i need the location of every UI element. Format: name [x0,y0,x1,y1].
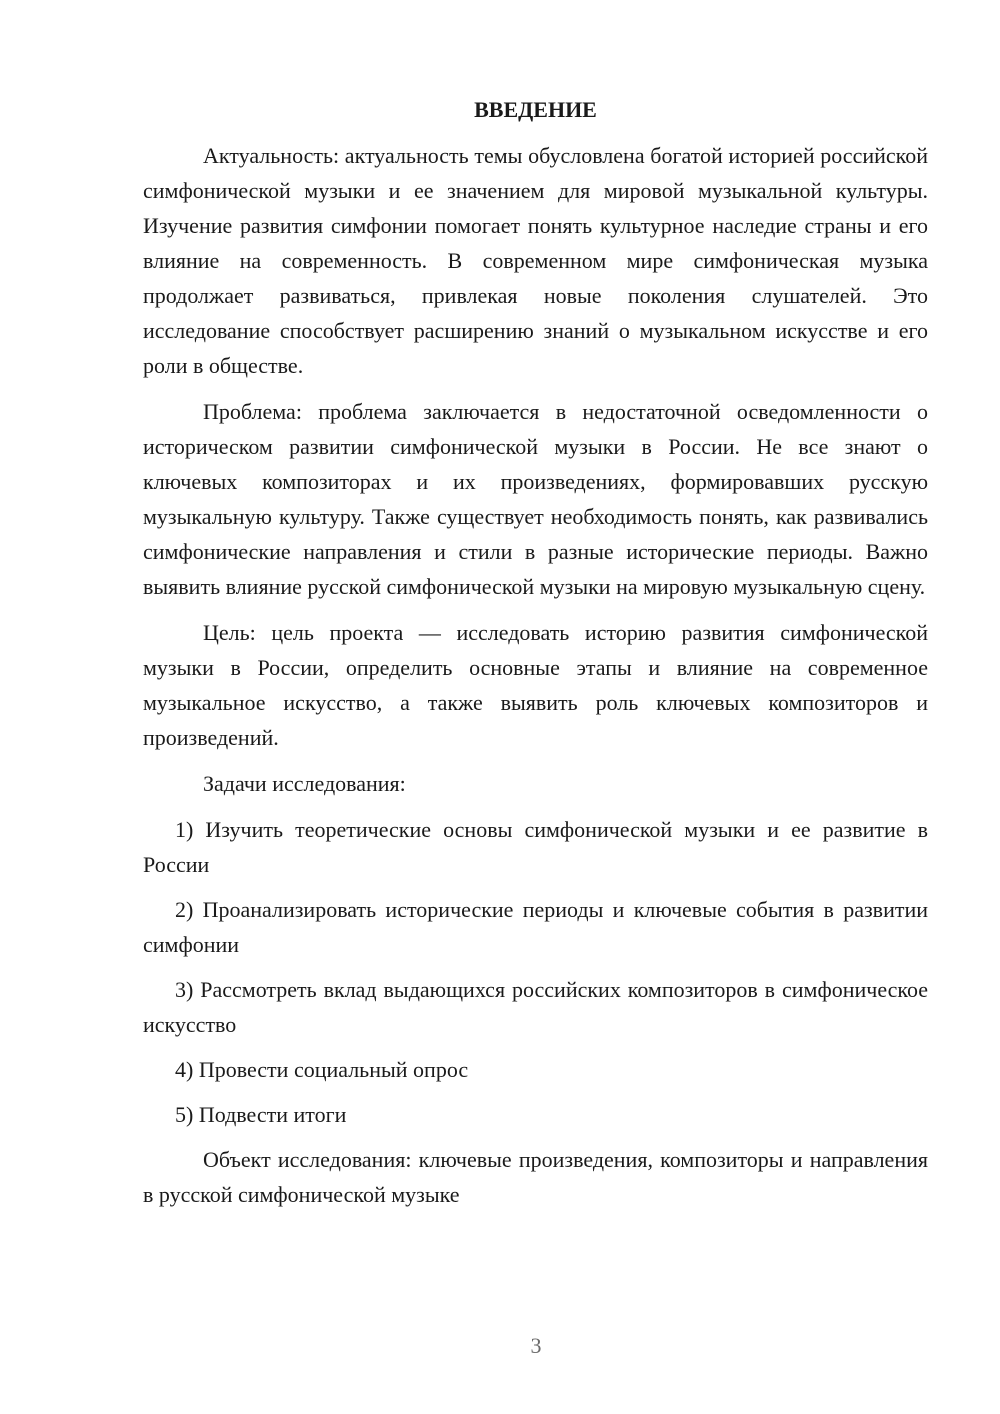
relevance-paragraph: Актуальность: актуальность темы обусловлена богатой историей российской симфонической музыки и ее значением для мировой музыкальной культуры. Изучение развития симфонии помогает понять культурное наследие страны и его влияние на современность. В современном мире симфоническая музыка продолжает развиваться, привлекая новые поколения слушателей. Это исследование способствует расширению знаний о музыкальном искусстве и его роли в обществе. [143,143,928,378]
task-item-3: 3) Рассмотреть вклад выдающихся российских композиторов в симфоническое искусство [143,977,928,1037]
object-paragraph: Объект исследования: ключевые произведения, композиторы и направления в русской симфонической музыке [143,1147,928,1207]
tasks-heading: Задачи исследования: [203,771,406,796]
goal-paragraph: Цель: цель проекта — исследовать историю развития симфонической музыки в России, определить основные этапы и влияние на современное музыкальное искусство, а также выявить роль ключевых композиторов и произведений. [143,620,928,750]
page-content [143,95,928,1223]
task-item-2: 2) Проанализировать исторические периоды и ключевые события в развитии симфонии [143,897,928,957]
section-title: ВВЕДЕНИЕ [474,97,597,122]
page-number: 3 [530,1333,542,1358]
task-item-4: 4) Провести социальный опрос [175,1057,469,1082]
task-item-5: 5) Подвести итоги [175,1102,347,1127]
task-item-1: 1) Изучить теоретические основы симфонической музыки и ее развитие в России [143,817,928,877]
problem-paragraph: Проблема: проблема заключается в недостаточной осведомленности о историческом развитии симфонической музыки в России. Не все знают о ключевых композиторах и их произведениях, формировавших русскую музыкальную культуру. Также существует необходимость понять, как развивались симфонические направления и стили в разные исторические периоды. Важно выявить влияние русской симфонической музыки на мировую музыкальную сцену. [143,399,928,599]
